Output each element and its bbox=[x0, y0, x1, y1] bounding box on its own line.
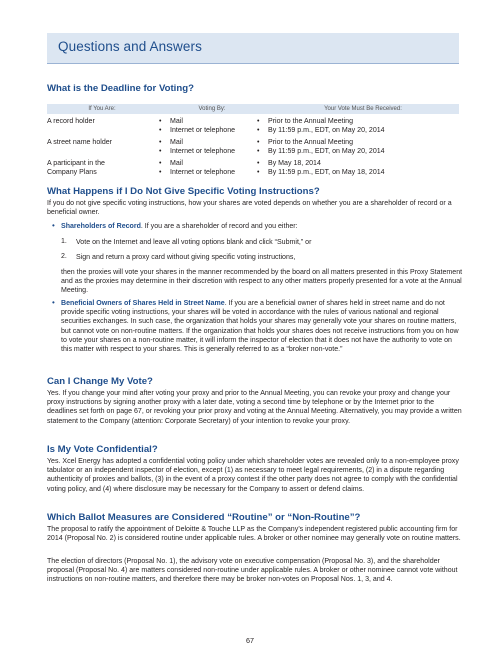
beneficial-owner-lead: Beneficial Owners of Shares Held in Street Name bbox=[61, 300, 225, 307]
column-header: If You Are: bbox=[88, 106, 116, 112]
table-cell: • Mail bbox=[170, 138, 183, 147]
routine-text-2: The election of directors (Proposal No. 1), the advisory vote on executive compensation (Proposal No. 3), and the shareholder proposal (Proposal No. 4) are matters considered non-routine under applicable rules. A broker or other nominee cannot vote without instructions on non-routine matters, and therefore there may be broker non-votes on Proposal Nos. 1, 3, and 4. bbox=[47, 558, 458, 584]
table-cell: • Mail bbox=[170, 117, 183, 126]
bullet-icon: • bbox=[52, 298, 55, 307]
table-cell: • Prior to the Annual Meeting bbox=[268, 138, 353, 147]
table-cell: A street name holder bbox=[47, 139, 113, 146]
column-header: Your Vote Must Be Received: bbox=[324, 106, 402, 112]
step-text: Sign and return a proxy card without giving specific voting instructions, bbox=[76, 254, 296, 261]
no-instructions-intro: If you do not give specific voting instructions, how your shares are voted depends on whether you are a shareholder of record or a beneficial owner. bbox=[47, 200, 452, 217]
change-vote-text: Yes. If you change your mind after voting your proxy and prior to the Annual Meeting, you can revoke your proxy and change your proxy instructions by signing another proxy with a later date, voting a second time by telephone or by the Internet prior to the deadlines set forth on page 67, or revoking your prior proxy and voting at the Annual Meeting. Alternatively, you may provide a written statement to the Company (attention: Corporate Secretary) of your intention to revoke your proxy. bbox=[47, 390, 462, 425]
record-holder-paragraph bbox=[61, 222, 461, 231]
table-cell: A record holder bbox=[47, 118, 95, 125]
table-cell: Company Plans bbox=[47, 169, 97, 176]
routine-heading: Which Ballot Measures are Considered “Routine” or “Non-Routine”? bbox=[47, 512, 361, 523]
beneficial-owner-text: . If you are a beneficial owner of shares held in street name and do not provide specific voting instructions, your shares will be voted in accordance with the rules of various national and regional securities exchanges. In such case, the organization that holds your shares may generally vote your shares on routine matters, but cannot vote on non-routine matters. If the organization that holds your shares does not receive instructions from you on how to vote your shares on a non-routine matter, it will inform the inspector of election that it does not have the authority to vote on this matter with respect to your shares. This is generally referred to as a “broker non-vote.” bbox=[61, 300, 459, 354]
table-cell: • Internet or telephone bbox=[170, 147, 235, 156]
bullet-icon: • bbox=[52, 221, 55, 230]
step-text: Vote on the Internet and leave all voting options blank and click “Submit,” or bbox=[76, 239, 312, 246]
deadline-heading: What is the Deadline for Voting? bbox=[47, 83, 194, 94]
table-cell: • Mail bbox=[170, 159, 183, 168]
record-holder-lead: Shareholders of Record bbox=[61, 223, 141, 230]
confidential-text: Yes. Xcel Energy has adopted a confidential voting policy under which shareholder votes are revealed only to a non-employee proxy tabulator or an independent inspector of election, except (1) as necessary to meet legal requirements, (2) in a dispute regarding authenticity of proxies and ballots, (3) in the event of a proxy contest if the other party does not agree to comply with the confidential voting policy, and (4) where disclosure may be necessary for the Company to assert or defend claims. bbox=[47, 458, 459, 493]
table-cell: • Internet or telephone bbox=[170, 126, 235, 135]
column-header: Voting By: bbox=[198, 106, 226, 112]
confidential-heading: Is My Vote Confidential? bbox=[47, 444, 158, 455]
step-number: 1. bbox=[61, 238, 67, 245]
beneficial-owner-paragraph bbox=[61, 299, 463, 354]
table-cell: • By May 18, 2014 bbox=[268, 159, 321, 168]
routine-text-1: The proposal to ratify the appointment of Deloitte & Touche LLP as the Company’s independent registered public accounting firm for 2014 (Proposal No. 2) is considered routine under applicable rules. A broker or other nominee may generally vote on routine matters. bbox=[47, 526, 461, 543]
record-holder-text: . If you are a shareholder of record and you either: bbox=[140, 223, 298, 230]
table-cell: • Prior to the Annual Meeting bbox=[268, 117, 353, 126]
change-vote-heading: Can I Change My Vote? bbox=[47, 376, 153, 387]
table-cell: • Internet or telephone bbox=[170, 168, 235, 177]
record-holder-after: then the proxies will vote your shares in the manner recommended by the board on all matters presented in this Proxy Statement and as the proxies may determine in their discretion with respect to any other matters properly presented for a vote at the Annual Meeting. bbox=[61, 269, 463, 295]
table-header-row bbox=[47, 104, 459, 114]
table-cell: • By 11:59 p.m., EDT, on May 18, 2014 bbox=[268, 168, 385, 177]
table-cell: • By 11:59 p.m., EDT, on May 20, 2014 bbox=[268, 126, 385, 135]
table-cell: • By 11:59 p.m., EDT, on May 20, 2014 bbox=[268, 147, 385, 156]
step-number: 2. bbox=[61, 253, 67, 260]
table-cell: A participant in the bbox=[47, 160, 105, 167]
section-title: Questions and Answers bbox=[58, 39, 202, 54]
page-number: 67 bbox=[246, 636, 254, 645]
no-instructions-heading: What Happens if I Do Not Give Specific Voting Instructions? bbox=[47, 186, 320, 197]
section-banner bbox=[47, 33, 459, 64]
